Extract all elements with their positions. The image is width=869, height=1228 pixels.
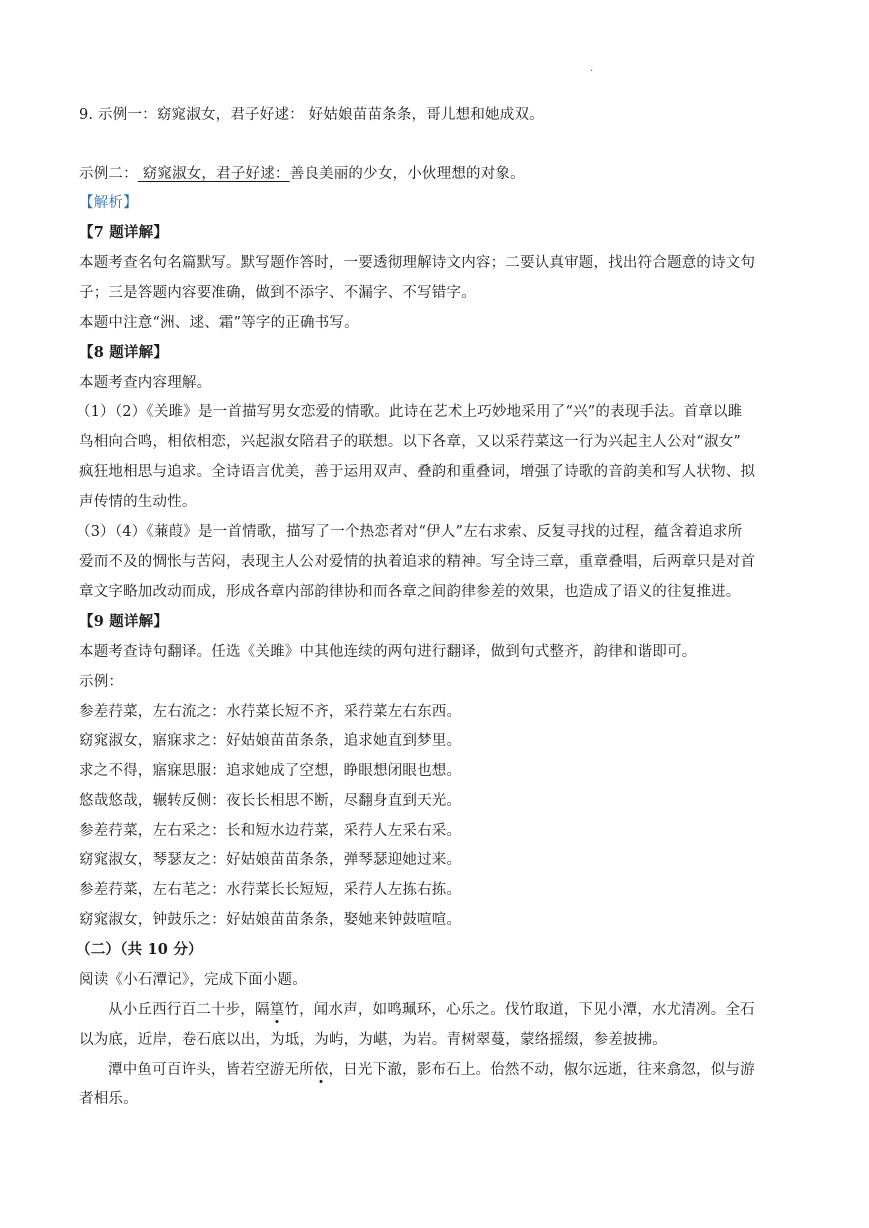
q9-example-one: 9. 示例一：窈窕淑女，君子好逑： 好姑娘苗苗条条，哥儿想和她成双。	[79, 107, 544, 123]
translation-line: 窈窕淑女，钟鼓乐之：好姑娘苗苗条条，娶她来钟鼓喧喧。	[79, 912, 462, 928]
analysis-tag: 【解析】	[79, 195, 138, 211]
translation-line: 窈窕淑女，寤寐求之：好姑娘苗苗条条，追求她直到梦里。	[79, 733, 462, 749]
q8-guanju-line: （1）（2）《关雎》是一首描写男女恋爱的情歌。此诗在艺术上巧妙地采用了“兴”的表现手法。首章以雎	[76, 404, 743, 420]
example-two-translation: 善良美丽的少女，小伙理想的对象。	[289, 166, 525, 182]
q8-heading: 【8 题详解】	[79, 344, 169, 361]
translation-line: 参差荇菜，左右采之：长和短水边荇菜，采荇人左采右采。	[79, 823, 462, 839]
section-two-heading: （二）（共 10 分）	[76, 941, 203, 958]
example-two-underlined-phrase: 窈窕淑女，君子好逑：	[137, 166, 290, 182]
q9-heading: 【9 题详解】	[79, 613, 169, 630]
q8-jianjia-line: （3）（4）《蒹葭》是一首情歌，描写了一个热恋者对“伊人”左右求索、反复寻找的过程，蕴含着追求所	[76, 524, 743, 540]
passage-text: 从小丘西行百二十步，隔	[108, 1002, 270, 1018]
passage-text: 潭中鱼可百许头，皆若空游无所	[108, 1062, 314, 1078]
q8-guanju-line: 疯狂地相思与追求。全诗语言优美，善于运用双声、叠韵和重叠词，增强了诗歌的音韵美和写人状物、拟	[79, 464, 756, 480]
translation-line: 悠哉悠哉，辗转反侧：夜长长相思不断，尽翻身直到天光。	[79, 793, 462, 809]
q9-example-two	[79, 164, 525, 184]
emphasized-character: 篁	[269, 1002, 285, 1018]
q8-guanju-line: 鸟相向合鸣，相依相恋，兴起淑女陪君子的联想。以下各章，又以采荇菜这一行为兴起主人公对“淑女”	[79, 434, 742, 450]
q7-heading: 【7 题详解】	[79, 224, 169, 241]
translation-line: 参差荇菜，左右芼之：水荇菜长长短短，采荇人左拣右拣。	[79, 882, 462, 898]
q8-guanju-line: 声传情的生动性。	[79, 494, 197, 510]
passage-text: ，日光下澈，影布石上。佁然不动，俶尔远逝，往来翕忽，似与游	[328, 1062, 755, 1078]
q8-intro: 本题考查内容理解。	[79, 375, 212, 391]
translation-line: 求之不得，寤寐思服：追求她成了空想，睁眼想闭眼也想。	[79, 763, 462, 779]
example-two-label: 示例二：	[79, 166, 138, 182]
passage-line: 者相乐。	[79, 1091, 138, 1107]
header-mark: ·	[590, 66, 594, 77]
q9-instruction: 本题考查诗句翻译。任选《关雎》中其他连续的两句进行翻译，做到句式整齐，韵律和谐即可。	[79, 644, 697, 660]
q7-note: 本题中注意“洲、逑、霜”等字的正确书写。	[79, 315, 359, 331]
translation-line: 参差荇菜，左右流之：水荇菜长短不齐，采荇菜左右东西。	[79, 704, 462, 720]
passage-line	[108, 1060, 755, 1080]
passage-line	[108, 1000, 755, 1020]
section-two-instruction: 阅读《小石潭记》，完成下面小题。	[79, 972, 307, 988]
translation-line: 窈窕淑女，琴瑟友之：好姑娘苗苗条条，弹琴瑟迎她过来。	[79, 852, 462, 868]
q7-paragraph-line: 子；三是答题内容要准确，做到不添字、不漏字、不写错字。	[79, 285, 476, 301]
q9-example-label: 示例：	[79, 674, 124, 690]
q8-jianjia-line: 章文字略加改动而成，形成各章内部韵律协和而各章之间韵律参差的效果，也造成了语义的往复推进。	[79, 584, 741, 600]
passage-line: 以为底，近岸，卷石底以出，为坻，为屿，为嵁，为岩。青树翠蔓，蒙络摇缀，参差披拂。	[79, 1032, 667, 1048]
q7-paragraph-line: 本题考查名句名篇默写。默写题作答时，一要透彻理解诗文内容；二要认真审题，找出符合题意的诗文句	[79, 255, 756, 271]
emphasized-character: 依	[313, 1062, 329, 1078]
passage-text: 竹，闻水声，如鸣珮环，心乐之。伐竹取道，下见小潭，水尤清冽。全石	[284, 1002, 755, 1018]
q8-jianjia-line: 爱而不及的惆怅与苦闷，表现主人公对爱情的执着追求的精神。写全诗三章，重章叠唱，后两章只是对首	[79, 554, 756, 570]
